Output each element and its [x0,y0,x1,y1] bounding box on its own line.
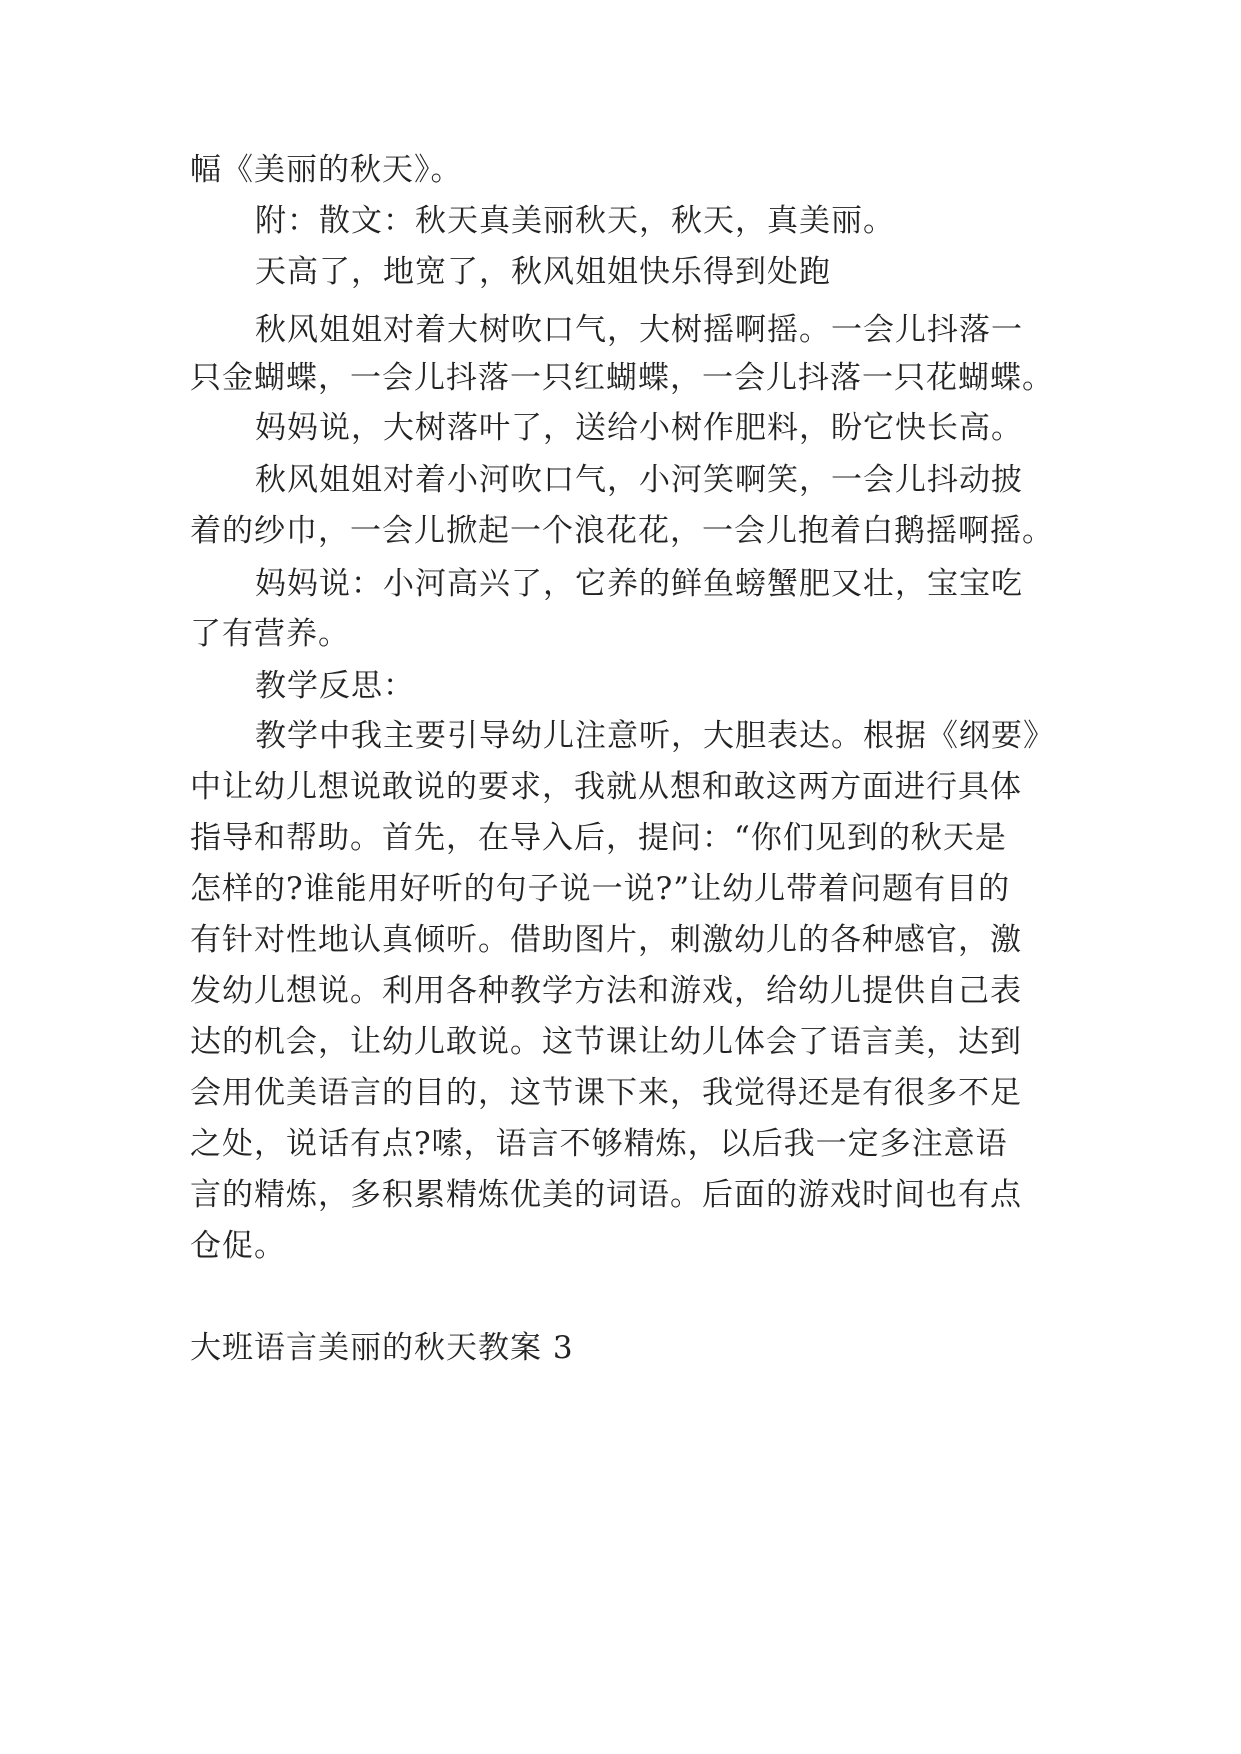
text-line: 仓促。 [190,1228,286,1264]
text-line: 妈妈说：小河高兴了，它养的鲜鱼螃蟹肥又壮，宝宝吃 [255,566,1023,602]
text-line: 了有营养。 [190,616,350,652]
text-line: 着的纱巾，一会儿掀起一个浪花花，一会儿抱着白鹅摇啊摇。 [190,513,1054,549]
text-line: 指导和帮助。首先，在导入后，提问：“你们见到的秋天是 [190,820,1007,856]
text-line: 之处，说话有点?嗦，语言不够精炼，以后我一定多注意语 [190,1126,1008,1162]
text-line: 言的精炼，多积累精炼优美的词语。后面的游戏时间也有点 [190,1177,1022,1213]
text-line: 中让幼儿想说敢说的要求，我就从想和敢这两方面进行具体 [190,769,1022,805]
text-line: 幅《美丽的秋天》。 [190,152,463,188]
text-line: 怎样的?谁能用好听的句子说一说?”让幼儿带着问题有目的 [190,871,1011,907]
section-title: 大班语言美丽的秋天教案 3 [190,1330,574,1366]
text-line: 附：散文：秋天真美丽秋天，秋天，真美丽。 [255,203,895,239]
text-line: 天高了，地宽了，秋风姐姐快乐得到处跑 [255,254,831,290]
text-line: 教学反思： [255,668,415,704]
text-line: 妈妈说，大树落叶了，送给小树作肥料，盼它快长高。 [255,410,1023,446]
text-line: 教学中我主要引导幼儿注意听，大胆表达。根据《纲要》 [255,718,1055,754]
text-line: 发幼儿想说。利用各种教学方法和游戏，给幼儿提供自己表 [190,973,1022,1009]
text-line: 达的机会，让幼儿敢说。这节课让幼儿体会了语言美，达到 [190,1024,1022,1060]
text-line: 秋风姐姐对着小河吹口气，小河笑啊笑，一会儿抖动披 [255,462,1023,498]
text-line: 会用优美语言的目的，这节课下来，我觉得还是有很多不足 [190,1075,1022,1111]
text-line: 有针对性地认真倾听。借助图片，刺激幼儿的各种感官，激 [190,922,1022,958]
text-line: 秋风姐姐对着大树吹口气，大树摇啊摇。一会儿抖落一 [255,312,1023,348]
text-line: 只金蝴蝶，一会儿抖落一只红蝴蝶，一会儿抖落一只花蝴蝶。 [190,360,1054,396]
